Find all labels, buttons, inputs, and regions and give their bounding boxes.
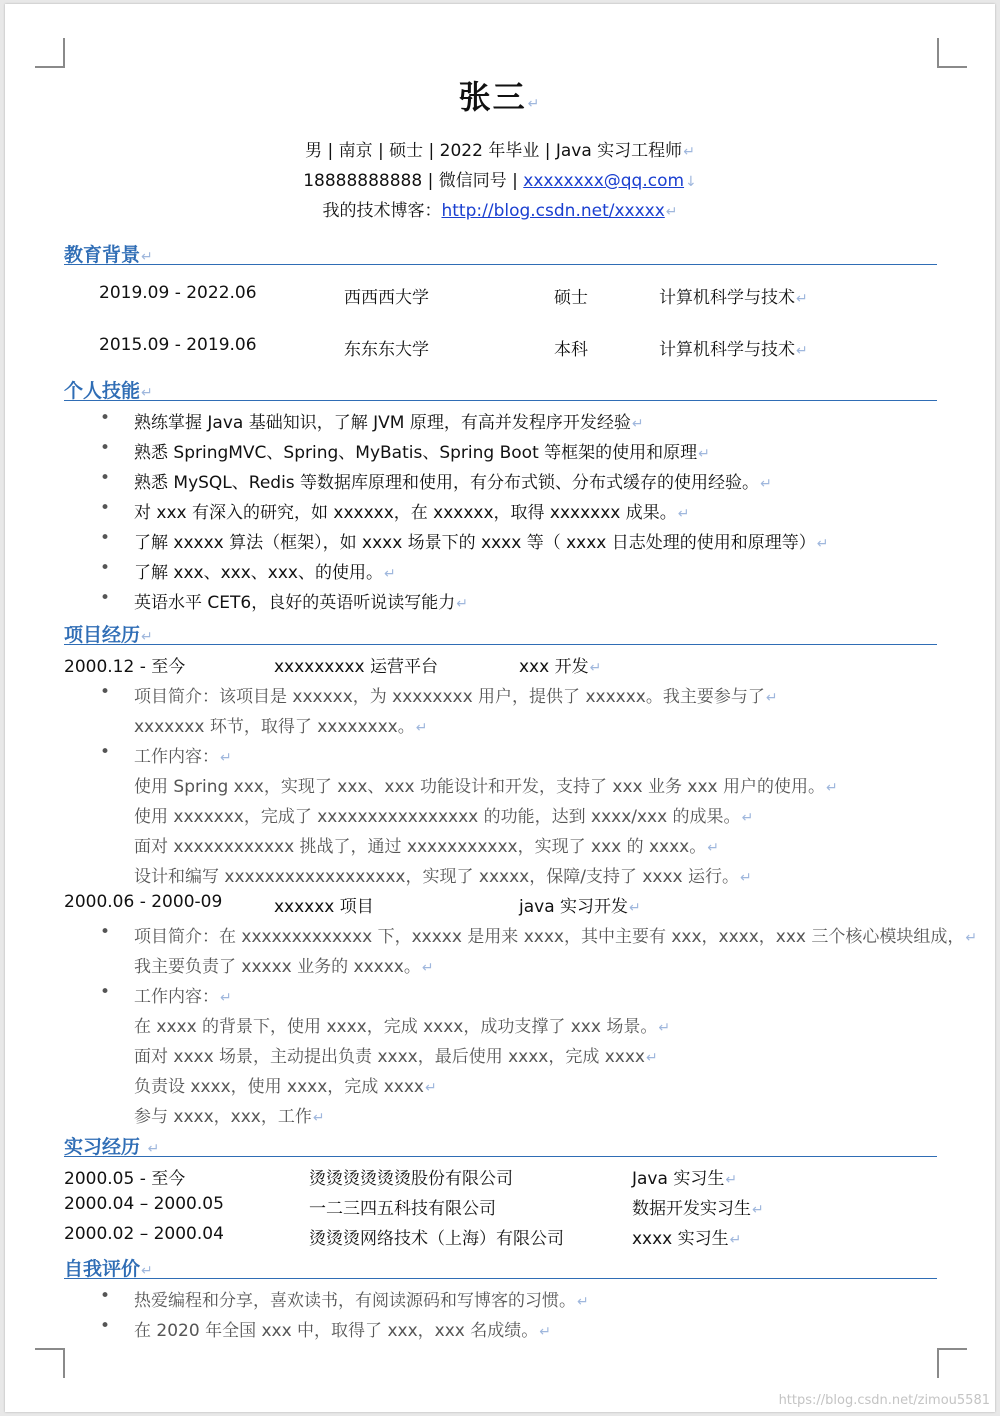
project-intro: 项目简介：该项目是 xxxxxx，为 xxxxxxxx 用户，提供了 xxxxxx。我主要参与了↵: [134, 687, 778, 707]
work-label: 工作内容：↵: [134, 987, 232, 1007]
blog-line: 我的技术博客：http://blog.csdn.net/xxxxx↵: [322, 201, 678, 221]
edu-school: 东东东大学: [344, 340, 429, 360]
edu-period: 2019.09 - 2022.06: [99, 283, 257, 303]
edu-major: 计算机科学与技术↵: [659, 288, 808, 308]
project-intro: 项目简介：在 xxxxxxxxxxxxx 下，xxxxx 是用来 xxxx，其中主要有 xxx，xxxx，xxx 三个核心模块组成，↵: [134, 927, 978, 947]
margin-corner-top-left: [35, 38, 65, 68]
section-title-skills: 个人技能↵: [64, 380, 153, 402]
work-item: 使用 Spring xxx，实现了 xxx、xxx 功能设计和开发，支持了 xxx 业务 xxx 用户的使用。↵: [134, 777, 838, 797]
skill-item: 了解 xxxxx 算法（框架），如 xxxx 场景下的 xxxx 等（ xxxx 日志处理的使用和原理等）↵: [134, 533, 829, 553]
bullet: •: [100, 468, 111, 488]
intern-role: xxxx 实习生↵: [632, 1229, 742, 1249]
bullet: •: [100, 558, 111, 578]
project-intro-cont: xxxxxxx 环节，取得了 xxxxxxxx。↵: [134, 717, 428, 737]
resume-name: 张三↵: [458, 78, 542, 116]
intern-period: 2000.04 – 2000.05: [64, 1194, 224, 1214]
work-item: 设计和编写 xxxxxxxxxxxxxxxxxx，实现了 xxxxx，保障/支持了 xxxx 运行。↵: [134, 867, 752, 887]
intern-company: 一二三四五科技有限公司: [309, 1199, 496, 1219]
intern-company: 烫烫烫网络技术（上海）有限公司: [309, 1229, 564, 1249]
intern-company: 烫烫烫烫烫烫股份有限公司: [309, 1169, 513, 1189]
section-rule: [64, 644, 937, 645]
skill-item: 对 xxx 有深入的研究，如 xxxxxx，在 xxxxxx，取得 xxxxxxx 成果。↵: [134, 503, 690, 523]
section-title-projects: 项目经历↵: [64, 624, 153, 646]
work-item: 面对 xxxxxxxxxxxx 挑战了，通过 xxxxxxxxxxx，实现了 xxx 的 xxxx。↵: [134, 837, 719, 857]
edu-degree: 本科: [554, 340, 588, 360]
margin-corner-bottom-right: [937, 1348, 967, 1378]
work-label: 工作内容：↵: [134, 747, 232, 767]
section-title-education: 教育背景↵: [64, 244, 153, 266]
bullet: •: [100, 588, 111, 608]
project-intro-cont: 我主要负责了 xxxxx 业务的 xxxxx。↵: [134, 957, 434, 977]
bullet: •: [100, 742, 111, 762]
section-title-self-eval: 自我评价↵: [64, 1258, 153, 1280]
section-rule: [64, 264, 937, 265]
work-item: 负责设 xxxx，使用 xxxx，完成 xxxx↵: [134, 1077, 437, 1097]
bullet: •: [100, 1316, 111, 1336]
work-item: 面对 xxxx 场景，主动提出负责 xxxx，最后使用 xxxx，完成 xxxx↵: [134, 1047, 658, 1067]
edu-major: 计算机科学与技术↵: [659, 340, 808, 360]
bullet: •: [100, 498, 111, 518]
bullet: •: [100, 408, 111, 428]
project-role: java 实习开发↵: [519, 897, 641, 917]
edu-period: 2015.09 - 2019.06: [99, 335, 257, 355]
skill-item: 了解 xxx、xxx、xxx、的使用。↵: [134, 563, 396, 583]
intern-period: 2000.05 - 至今: [64, 1169, 186, 1189]
basic-info-line: 男 | 南京 | 硕士 | 2022 年毕业 | Java 实习工程师↵: [305, 141, 695, 161]
bullet: •: [100, 922, 111, 942]
self-eval-item: 在 2020 年全国 xxx 中，取得了 xxx，xxx 名成绩。↵: [134, 1321, 551, 1341]
work-item: 参与 xxxx，xxx，工作↵: [134, 1107, 325, 1127]
project-period: 2000.12 - 至今: [64, 657, 186, 677]
bullet: •: [100, 438, 111, 458]
intern-period: 2000.02 – 2000.04: [64, 1224, 224, 1244]
edu-school: 西西西大学: [344, 288, 429, 308]
margin-corner-bottom-left: [35, 1348, 65, 1378]
skill-item: 熟练掌握 Java 基础知识，了解 JVM 原理，有高并发程序开发经验↵: [134, 413, 644, 433]
skill-item: 熟悉 SpringMVC、Spring、MyBatis、Spring Boot 等框架的使用和原理↵: [134, 443, 710, 463]
skill-item: 熟悉 MySQL、Redis 等数据库原理和使用，有分布式锁、分布式缓存的使用经验。↵: [134, 473, 772, 493]
intern-role: Java 实习生↵: [632, 1169, 738, 1189]
work-item: 在 xxxx 的背景下，使用 xxxx，完成 xxxx，成功支撑了 xxx 场景。↵: [134, 1017, 671, 1037]
section-rule: [64, 1278, 937, 1279]
bullet: •: [100, 682, 111, 702]
project-name: xxxxxx 项目: [274, 897, 374, 917]
intern-role: 数据开发实习生↵: [632, 1199, 764, 1219]
project-role: xxx 开发↵: [519, 657, 602, 677]
bullet: •: [100, 982, 111, 1002]
bullet: •: [100, 1286, 111, 1306]
contact-line: 18888888888 | 微信同号 | xxxxxxxx@qq.com↓: [303, 171, 697, 191]
email-link[interactable]: xxxxxxxx@qq.com: [523, 171, 685, 191]
skill-item: 英语水平 CET6，良好的英语听说读写能力↵: [134, 593, 468, 613]
section-title-internships: 实习经历 ↵: [64, 1136, 160, 1158]
bullet: •: [100, 528, 111, 548]
watermark: https://blog.csdn.net/zimou5581: [778, 1393, 990, 1408]
edu-degree: 硕士: [554, 288, 588, 308]
resume-page: [5, 4, 995, 1412]
section-rule: [64, 1156, 937, 1157]
work-item: 使用 xxxxxxx，完成了 xxxxxxxxxxxxxxxx 的功能，达到 xxxx/xxx 的成果。↵: [134, 807, 754, 827]
margin-corner-top-right: [937, 38, 967, 68]
self-eval-item: 热爱编程和分享，喜欢读书，有阅读源码和写博客的习惯。↵: [134, 1291, 589, 1311]
blog-link[interactable]: http://blog.csdn.net/xxxxx: [441, 201, 665, 221]
project-period: 2000.06 - 2000-09: [64, 892, 223, 912]
section-rule: [64, 400, 937, 401]
project-name: xxxxxxxxx 运营平台: [274, 657, 438, 677]
